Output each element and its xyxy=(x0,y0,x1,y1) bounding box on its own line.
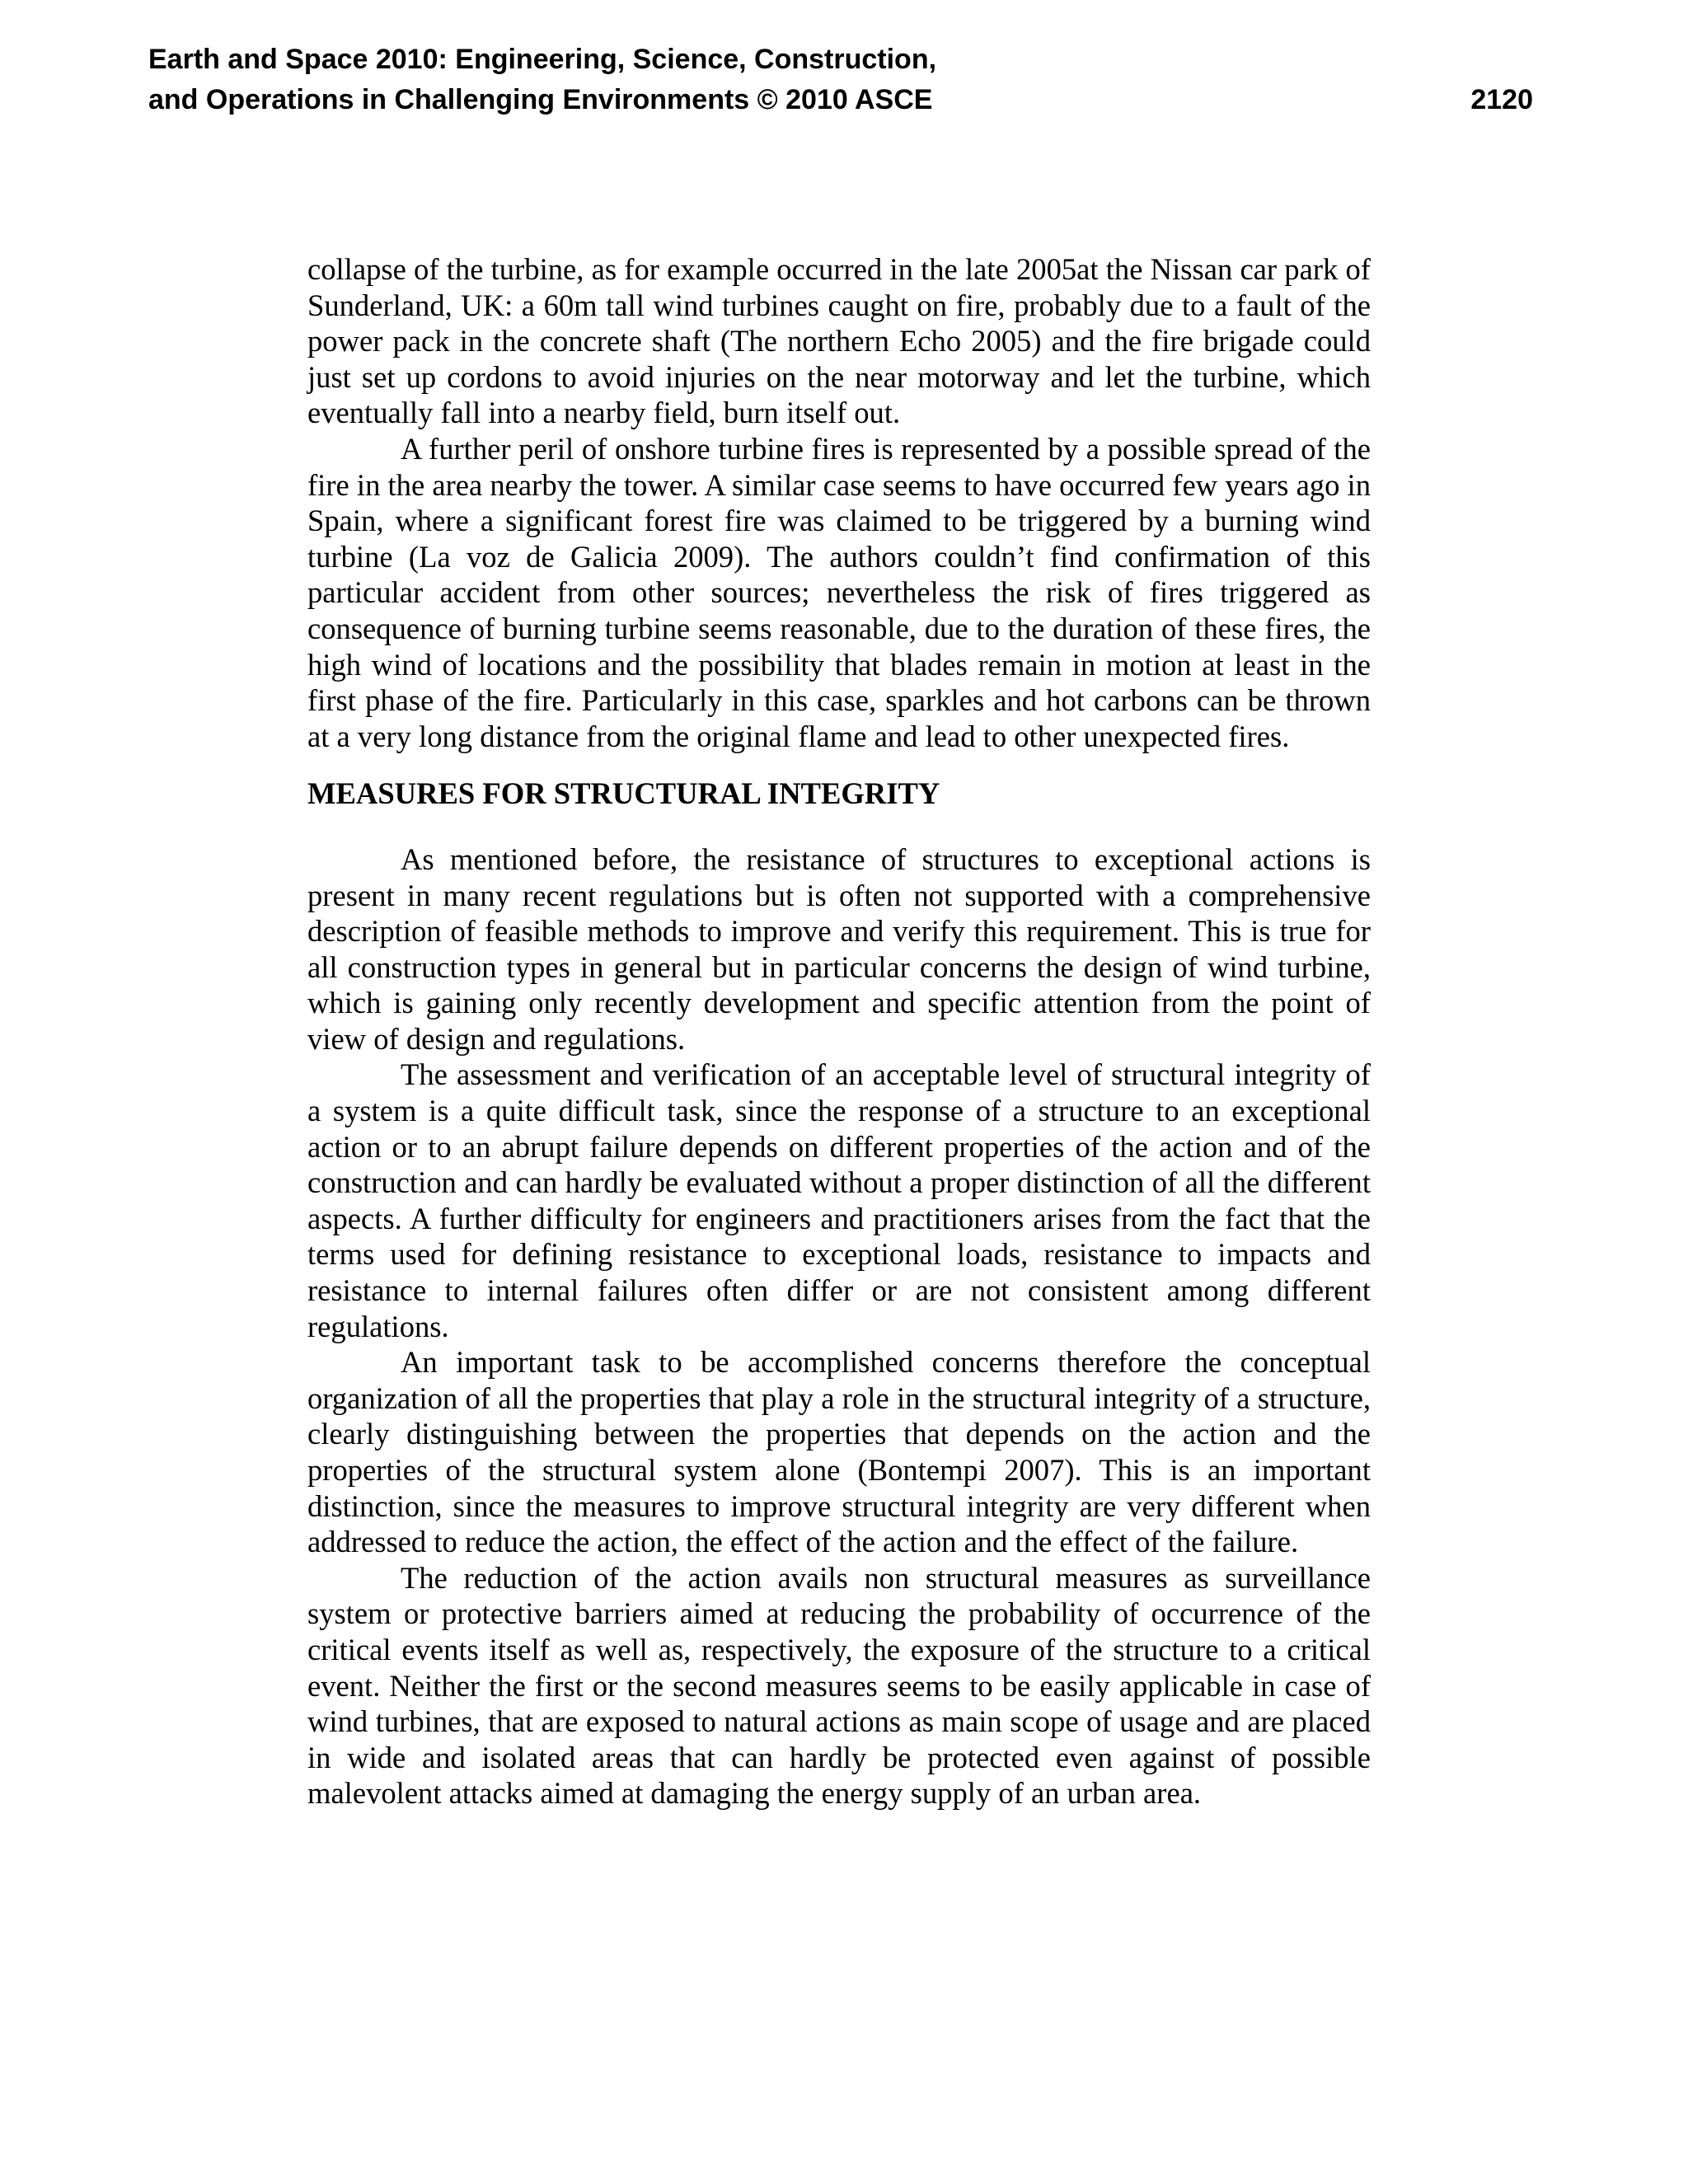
paragraph-conceptual-organization: An important task to be accomplished concerns therefore the conceptual organization of all the properties that play a role in the structural integrity of a structure, clearly distinguishing between the properties that depends on the action and the properties of the structural system alone (Bontempi 2007). This is an important distinction, since the measures to improve structural integrity are very different when addressed to reduce the action, the effect of the action and the effect of the failure. xyxy=(307,1345,1371,1559)
section-heading: MEASURES FOR STRUCTURAL INTEGRITY xyxy=(307,776,940,811)
paragraph-assessment: The assessment and verification of an acceptable level of structural integrity of a system is a quite difficult task, since the response of a structure to an exceptional action or to an abrupt failure depends on different properties of the action and of the construction and can hardly be evaluated without a proper distinction of all the different aspects. A further difficulty for engineers and practitioners arises from the fact that the terms used for defining resistance to exceptional loads, resistance to impacts and resistance to internal failures often differ or are not consistent among different regulations. xyxy=(307,1057,1371,1343)
header-line-1: Earth and Space 2010: Engineering, Science, Construction, xyxy=(148,44,937,75)
page-number: 2120 xyxy=(1470,84,1533,115)
running-header xyxy=(148,40,1533,120)
header-line-2: and Operations in Challenging Environments © 2010 ASCE xyxy=(148,84,933,115)
paragraph-action-reduction: The reduction of the action avails non structural measures as surveillance system or protective barriers aimed at reducing the probability of occurrence of the critical events itself as well as, respectively, the exposure of the structure to a critical event. Neither the first or the second measures seems to be easily applicable in case of wind turbines, that are exposed to natural actions as main scope of usage and are placed in wide and isolated areas that can hardly be protected even against of possible malevolent attacks aimed at damaging the energy supply of an urban area. xyxy=(307,1560,1371,1811)
paragraph-regulations: As mentioned before, the resistance of structures to exceptional actions is present in many recent regulations but is often not supported with a comprehensive description of feasible methods to improve and verify this requirement. This is true for all construction types in general but in particular concerns the design of wind turbine, which is gaining only recently development and specific attention from the point of view of design and regulations. xyxy=(307,841,1371,1056)
paragraph-continued: collapse of the turbine, as for example occurred in the late 2005at the Nissan car park of Sunderland, UK: a 60m tall wind turbines caught on fire, probably due to a fault of the power pack in the concrete shaft (The northern Echo 2005) and the fire brigade could just set up cordons to avoid injuries on the near motorway and let the turbine, which eventually fall into a nearby field, burn itself out. xyxy=(307,252,1371,430)
paragraph-fire-spread: A further peril of onshore turbine fires is represented by a possible spread of the fire in the area nearby the tower. A similar case seems to have occurred few years ago in Spain, where a significant forest fire was claimed to be triggered by a burning wind turbine (La voz de Galicia 2009). The authors couldn’t find confirmation of this particular accident from other sources; nevertheless the risk of fires triggered as consequence of burning turbine seems reasonable, due to the duration of these fires, the high wind of locations and the possibility that blades remain in motion at least in the first phase of the fire. Particularly in this case, sparkles and hot carbons can be thrown at a very long distance from the original flame and lead to other unexpected fires. xyxy=(307,431,1371,753)
article-body xyxy=(307,251,1371,1811)
